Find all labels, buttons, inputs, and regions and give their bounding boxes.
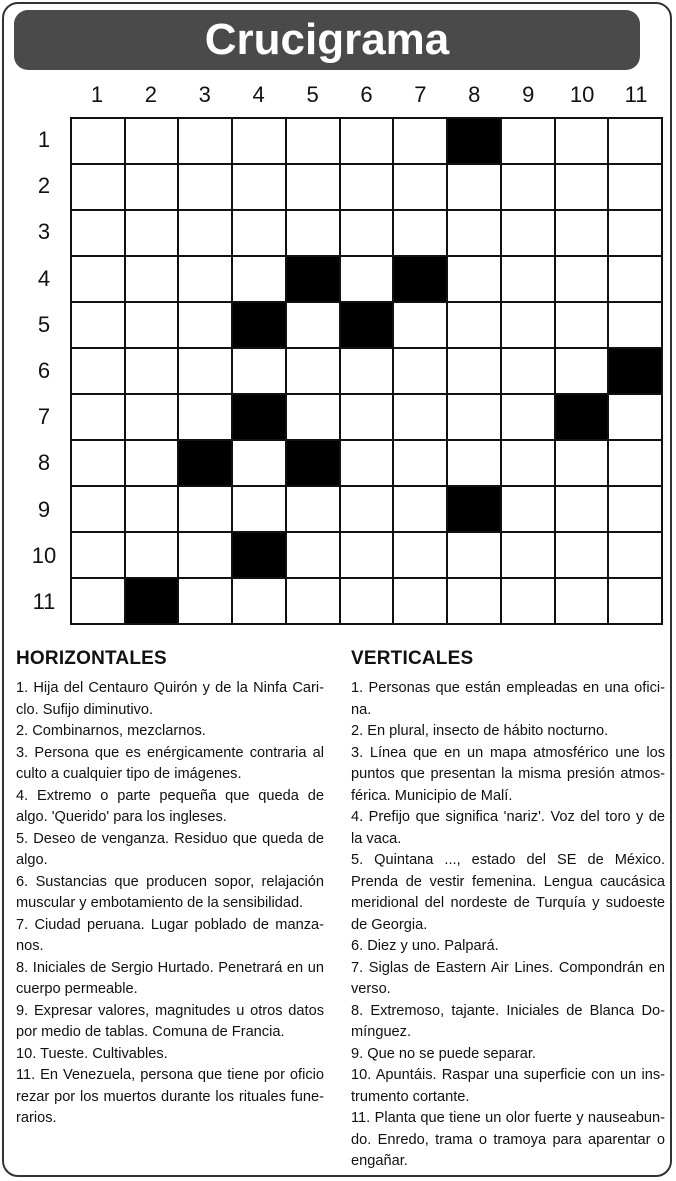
column-number: 6 xyxy=(360,82,373,107)
white-cell[interactable] xyxy=(394,303,446,347)
column-number: 7 xyxy=(414,82,427,107)
clue-text: 7. Siglas de Eastern Air Lines. Compondrán en verso. xyxy=(351,959,665,997)
white-cell[interactable] xyxy=(341,533,393,577)
white-cell[interactable] xyxy=(341,579,393,623)
black-cell xyxy=(609,349,661,393)
clue-text: 11. Planta que tiene un olor fuerte y nauseabundo. Enredo, trama o tramoya para aparentar o engañar. xyxy=(351,1110,665,1169)
column-number: 5 xyxy=(306,82,319,107)
horizontal-clues xyxy=(16,648,324,1130)
white-cell[interactable] xyxy=(72,487,124,531)
clue-text: 8. Iniciales de Sergio Hurtado. Penetrará en un cuerpo permeable. xyxy=(16,959,324,997)
white-cell[interactable] xyxy=(448,257,500,301)
white-cell[interactable] xyxy=(448,441,500,485)
clue-text: 1. Personas que están empleadas en una oficina. xyxy=(351,680,665,718)
clue-text: 9. Que no se puede separar. xyxy=(351,1045,536,1062)
white-cell[interactable] xyxy=(609,395,661,439)
white-cell[interactable] xyxy=(287,395,339,439)
white-cell[interactable] xyxy=(394,119,446,163)
white-cell[interactable] xyxy=(287,349,339,393)
row-number: 4 xyxy=(37,265,51,291)
white-cell[interactable] xyxy=(448,533,500,577)
white-cell[interactable] xyxy=(609,487,661,531)
white-cell[interactable] xyxy=(394,533,446,577)
clue-text: 7. Ciudad peruana. Lugar poblado de manzanos. xyxy=(16,916,324,954)
white-cell[interactable] xyxy=(179,165,231,209)
white-cell[interactable] xyxy=(502,165,554,209)
white-cell[interactable] xyxy=(502,487,554,531)
black-cell xyxy=(233,303,285,347)
clue-text: 3. Línea que en un mapa atmosférico une los puntos que presentan la misma presión atmosférica. Municipio de Malí. xyxy=(351,744,665,804)
white-cell[interactable] xyxy=(287,119,339,163)
clue-text: 6. Sustancias que producen sopor, relajación muscular y embotamiento de la sensibilidad. xyxy=(16,873,324,911)
white-cell[interactable] xyxy=(233,487,285,531)
white-cell[interactable] xyxy=(502,533,554,577)
clue-text: 3. Persona que es enérgicamente contraria al culto a cualquier tipo de imágenes. xyxy=(16,744,324,782)
page-title: Crucigrama xyxy=(204,15,450,64)
clue-text: 5. Deseo de venganza. Residuo que queda de algo. xyxy=(16,830,324,868)
white-cell[interactable] xyxy=(233,165,285,209)
black-cell xyxy=(287,257,339,301)
clue-text: 5. Quintana ..., estado del SE de México. Prenda de vestir femenina. Lengua caucásica meridional del nordeste de Turquía y sudoeste de Georgia. xyxy=(351,852,665,933)
white-cell[interactable] xyxy=(394,441,446,485)
white-cell[interactable] xyxy=(448,579,500,623)
white-cell[interactable] xyxy=(287,211,339,255)
column-number: 11 xyxy=(624,82,648,107)
row-number: 7 xyxy=(37,404,51,430)
white-cell[interactable] xyxy=(126,165,178,209)
white-cell[interactable] xyxy=(609,303,661,347)
white-cell[interactable] xyxy=(179,303,231,347)
white-cell[interactable] xyxy=(609,257,661,301)
row-number: 5 xyxy=(37,311,51,337)
white-cell[interactable] xyxy=(72,211,124,255)
white-cell[interactable] xyxy=(72,303,124,347)
white-cell[interactable] xyxy=(394,211,446,255)
clue-text: 6. Diez y uno. Palpará. xyxy=(351,938,499,954)
row-number: 9 xyxy=(37,496,51,522)
black-cell xyxy=(233,395,285,439)
white-cell[interactable] xyxy=(287,579,339,623)
white-cell[interactable] xyxy=(341,441,393,485)
column-number: 10 xyxy=(569,82,595,107)
white-cell[interactable] xyxy=(179,395,231,439)
white-cell[interactable] xyxy=(394,349,446,393)
white-cell[interactable] xyxy=(556,533,608,577)
row-number: 3 xyxy=(37,219,51,245)
black-cell xyxy=(179,441,231,485)
column-number: 1 xyxy=(90,82,104,107)
white-cell[interactable] xyxy=(341,211,393,255)
clue-text: 9. Expresar valores, magnitudes u otros datos por medio de tablas. Comuna de Francia. xyxy=(16,1002,324,1040)
white-cell[interactable] xyxy=(72,441,124,485)
white-cell[interactable] xyxy=(287,165,339,209)
white-cell[interactable] xyxy=(126,441,178,485)
black-cell xyxy=(394,257,446,301)
white-cell[interactable] xyxy=(72,395,124,439)
white-cell[interactable] xyxy=(179,257,231,301)
white-cell[interactable] xyxy=(394,579,446,623)
horizontal-clues-title: HORIZONTALES xyxy=(16,648,167,669)
row-number: 11 xyxy=(32,588,56,614)
black-cell xyxy=(341,303,393,347)
white-cell[interactable] xyxy=(502,441,554,485)
white-cell[interactable] xyxy=(72,119,124,163)
white-cell[interactable] xyxy=(179,533,231,577)
column-number: 8 xyxy=(468,82,481,107)
white-cell[interactable] xyxy=(609,533,661,577)
white-cell[interactable] xyxy=(126,533,178,577)
white-cell[interactable] xyxy=(609,119,661,163)
row-number: 6 xyxy=(37,358,51,384)
white-cell[interactable] xyxy=(126,395,178,439)
clue-text: 1. Hija del Centauro Quirón y de la Ninfa Cariclo. Sufijo diminutivo. xyxy=(16,680,324,718)
column-number: 2 xyxy=(144,82,157,107)
white-cell[interactable] xyxy=(233,441,285,485)
white-cell[interactable] xyxy=(233,579,285,623)
black-cell xyxy=(448,487,500,531)
white-cell[interactable] xyxy=(556,211,608,255)
white-cell[interactable] xyxy=(72,165,124,209)
black-cell xyxy=(556,395,608,439)
white-cell[interactable] xyxy=(287,487,339,531)
white-cell[interactable] xyxy=(556,303,608,347)
white-cell[interactable] xyxy=(179,211,231,255)
white-cell[interactable] xyxy=(556,257,608,301)
white-cell[interactable] xyxy=(341,119,393,163)
white-cell[interactable] xyxy=(502,303,554,347)
white-cell[interactable] xyxy=(448,165,500,209)
row-number: 1 xyxy=(37,127,51,153)
row-numbers xyxy=(20,117,68,625)
white-cell[interactable] xyxy=(502,257,554,301)
white-cell[interactable] xyxy=(341,257,393,301)
black-cell xyxy=(126,579,178,623)
white-cell[interactable] xyxy=(179,579,231,623)
white-cell[interactable] xyxy=(556,165,608,209)
white-cell[interactable] xyxy=(233,211,285,255)
white-cell[interactable] xyxy=(502,395,554,439)
clue-text: 2. En plural, insecto de hábito nocturno. xyxy=(351,723,609,739)
white-cell[interactable] xyxy=(502,211,554,255)
white-cell[interactable] xyxy=(126,303,178,347)
white-cell[interactable] xyxy=(126,349,178,393)
white-cell[interactable] xyxy=(394,395,446,439)
white-cell[interactable] xyxy=(287,303,339,347)
row-number: 8 xyxy=(37,450,51,476)
row-number: 10 xyxy=(31,542,57,568)
white-cell[interactable] xyxy=(233,349,285,393)
vertical-clues-title: VERTICALES xyxy=(351,648,474,669)
white-cell[interactable] xyxy=(341,395,393,439)
white-cell[interactable] xyxy=(341,487,393,531)
white-cell[interactable] xyxy=(556,349,608,393)
white-cell[interactable] xyxy=(126,487,178,531)
column-number: 4 xyxy=(252,82,265,107)
black-cell xyxy=(287,441,339,485)
white-cell[interactable] xyxy=(233,257,285,301)
white-cell[interactable] xyxy=(556,487,608,531)
white-cell[interactable] xyxy=(341,349,393,393)
white-cell[interactable] xyxy=(341,165,393,209)
clue-text: 4. Extremo o parte pequeña que queda de algo. 'Querido' para los ingleses. xyxy=(16,787,324,825)
white-cell[interactable] xyxy=(394,165,446,209)
white-cell[interactable] xyxy=(556,441,608,485)
clue-text: 8. Extremoso, tajante. Iniciales de Blanca Domínguez. xyxy=(351,1002,665,1040)
column-numbers xyxy=(70,82,663,110)
white-cell[interactable] xyxy=(448,395,500,439)
crossword-grid xyxy=(70,117,663,625)
white-cell[interactable] xyxy=(126,257,178,301)
white-cell[interactable] xyxy=(502,349,554,393)
column-number: 3 xyxy=(198,82,211,107)
white-cell[interactable] xyxy=(609,441,661,485)
white-cell[interactable] xyxy=(502,579,554,623)
white-cell[interactable] xyxy=(72,349,124,393)
title-bar xyxy=(14,10,640,70)
clue-text: 10. Apuntáis. Raspar una superficie con un instrumento cortante. xyxy=(351,1067,665,1105)
white-cell[interactable] xyxy=(126,119,178,163)
white-cell[interactable] xyxy=(609,211,661,255)
white-cell[interactable] xyxy=(126,211,178,255)
clue-text: 11. En Venezuela, persona que tiene por oficio rezar por los muertos durante los rituales funerarios. xyxy=(16,1067,324,1126)
white-cell[interactable] xyxy=(179,119,231,163)
white-cell[interactable] xyxy=(72,257,124,301)
white-cell[interactable] xyxy=(502,119,554,163)
vertical-clues xyxy=(351,648,665,1173)
white-cell[interactable] xyxy=(609,165,661,209)
column-number: 9 xyxy=(522,82,535,107)
black-cell xyxy=(233,533,285,577)
white-cell[interactable] xyxy=(448,211,500,255)
clue-text: 10. Tueste. Cultivables. xyxy=(16,1045,168,1062)
clue-text: 4. Prefijo que significa 'nariz'. Voz del toro y de la vaca. xyxy=(351,809,665,847)
white-cell[interactable] xyxy=(179,487,231,531)
white-cell[interactable] xyxy=(72,533,124,577)
white-cell[interactable] xyxy=(287,533,339,577)
clue-text: 2. Combinarnos, mezclarnos. xyxy=(16,723,206,739)
white-cell[interactable] xyxy=(556,579,608,623)
white-cell[interactable] xyxy=(448,349,500,393)
white-cell[interactable] xyxy=(609,579,661,623)
white-cell[interactable] xyxy=(448,303,500,347)
row-number: 2 xyxy=(37,173,51,199)
white-cell[interactable] xyxy=(556,119,608,163)
black-cell xyxy=(448,119,500,163)
white-cell[interactable] xyxy=(233,119,285,163)
white-cell[interactable] xyxy=(72,579,124,623)
white-cell[interactable] xyxy=(179,349,231,393)
white-cell[interactable] xyxy=(394,487,446,531)
